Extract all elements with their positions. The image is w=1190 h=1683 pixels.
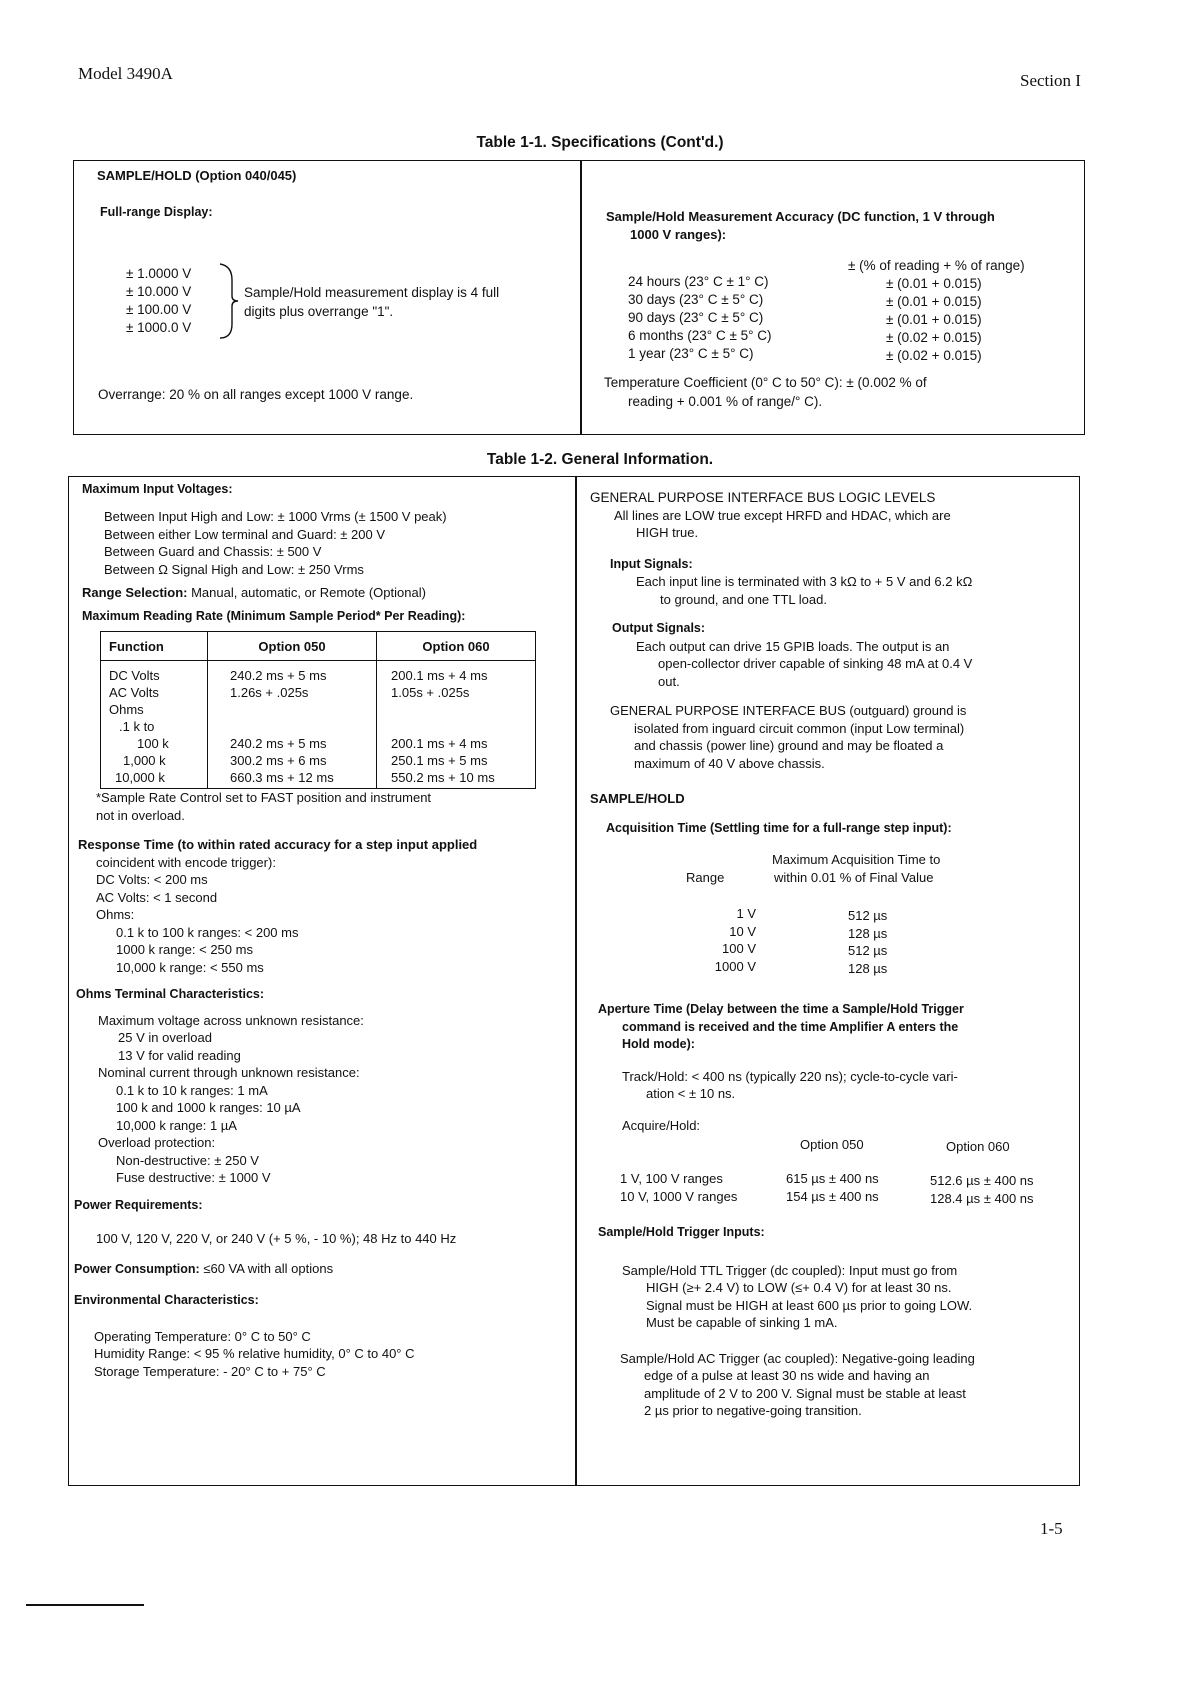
track-hold-text: ation < ± 10 ns. (646, 1086, 736, 1101)
acq-range: 100 V (722, 941, 756, 956)
sample-hold-title: SAMPLE/HOLD (Option 040/045) (97, 168, 297, 183)
ac-trigger-text: edge of a pulse at least 30 ns wide and having an (644, 1368, 930, 1383)
tempco-text: Temperature Coefficient (0° C to 50° C): ± (0.002 % of (604, 375, 927, 390)
ttl-trigger-text: HIGH (≥+ 2.4 V) to LOW (≤+ 0.4 V) for at least 30 ns. (646, 1280, 952, 1295)
max-input-line: Between either Low terminal and Guard: ± 200 V (104, 526, 386, 542)
rate-function: .1 k to (119, 719, 155, 734)
ohms-item: 25 V in overload (118, 1030, 212, 1045)
acq-col-header: Range (686, 870, 725, 885)
max-input-line: Between Guard and Chassis: ± 500 V (104, 544, 322, 559)
rate-table (100, 631, 536, 789)
acquire-hold-table (590, 1134, 1070, 1206)
range-selection-label: Range Selection: (82, 585, 188, 600)
response-ohms: 0.1 k to 100 k ranges: < 200 ms (116, 924, 299, 940)
general-info-left (74, 480, 567, 1380)
power-req-value: 100 V, 120 V, 220 V, or 240 V (+ 5 %, - 10 %); 48 Hz to 440 Hz (96, 1231, 457, 1246)
acq-table (590, 851, 1070, 1001)
display-values (126, 265, 191, 337)
acq-time: 128 µs (848, 960, 888, 976)
acquire-hold-range: 1 V, 100 V ranges (620, 1171, 723, 1186)
ttl-trigger-text: Must be capable of sinking 1 mA. (646, 1315, 838, 1330)
rate-function: 10,000 k (115, 770, 165, 785)
bus-text: isolated from inguard circuit common (input Low terminal) (634, 720, 965, 736)
accuracy-period: 90 days (23° C ± 5° C) (628, 310, 764, 325)
rate-function: Ohms (109, 702, 144, 717)
input-signals-text: Each input line is terminated with 3 kΩ to + 5 V and 6.2 kΩ (636, 574, 973, 589)
rate-function: AC Volts (109, 685, 159, 700)
acquire-hold-header: Option 050 (800, 1137, 864, 1152)
response-ohms: 1000 k range: < 250 ms (116, 942, 253, 957)
track-hold-text: Track/Hold: < 400 ns (typically 220 ns); cycle-to-cycle vari- (622, 1068, 958, 1084)
max-input-title: Maximum Input Voltages: (82, 482, 233, 496)
ohms-max-v: Maximum voltage across unknown resistance: (98, 1012, 364, 1028)
max-input-line: Between Ω Signal High and Low: ± 250 Vrms (104, 561, 364, 577)
page-number: 1-5 (1040, 1519, 1063, 1538)
gpib-text: All lines are LOW true except HRFD and HDAC, which are (614, 507, 951, 523)
bus-text: maximum of 40 V above chassis. (634, 755, 825, 771)
trigger-inputs-title: Sample/Hold Trigger Inputs: (598, 1225, 765, 1239)
rate-note: not in overload. (96, 807, 185, 823)
output-signals-title: Output Signals: (612, 621, 706, 635)
display-note: Sample/Hold measurement display is 4 full (244, 285, 500, 300)
model-label: Model 3490A (78, 64, 173, 83)
range-selection-value: Manual, automatic, or Remote (Optional) (191, 585, 426, 600)
rate-table-header: Option 060 (377, 632, 536, 661)
rate-opt050 (208, 661, 377, 789)
ohms-title: Ohms Terminal Characteristics: (76, 987, 265, 1001)
aperture-title: Aperture Time (Delay between the time a Sample/Hold Trigger (598, 1002, 964, 1016)
env-line: Operating Temperature: 0° C to 50° C (94, 1328, 311, 1344)
response-line: AC Volts: < 1 second (96, 889, 218, 905)
acquire-hold-value: 512.6 µs ± 400 ns (930, 1173, 1034, 1188)
power-req-title: Power Requirements: (74, 1197, 203, 1212)
rate-functions (101, 661, 208, 789)
rate-table-header: Function (101, 632, 208, 661)
max-input-line: Between Input High and Low: ± 1000 Vrms (± 1500 V peak) (104, 509, 447, 524)
acquire-hold-value: 615 µs ± 400 ns (786, 1171, 879, 1186)
rate-value: 660.3 ms + 12 ms (230, 770, 334, 785)
accuracy-value: ± (0.01 + 0.015) (886, 276, 982, 291)
rate-function: DC Volts (109, 668, 160, 683)
accuracy-period: 6 months (23° C ± 5° C) (628, 328, 772, 343)
output-signals-text: open-collector driver capable of sinking 48 mA at 0.4 V (658, 656, 973, 671)
table-divider (580, 160, 582, 435)
accuracy-title: 1000 V ranges): (630, 227, 727, 242)
ac-trigger-text: Sample/Hold AC Trigger (ac coupled): Negative-going leading (620, 1350, 975, 1366)
max-rate-title: Maximum Reading Rate (Minimum Sample Period* Per Reading): (82, 608, 466, 623)
acq-col-header: Maximum Acquisition Time to (772, 852, 941, 867)
response-line: Ohms: (96, 907, 135, 922)
rate-value: 240.2 ms + 5 ms (230, 668, 327, 683)
table-1-2-caption: Table 1-2. General Information. (486, 451, 714, 468)
response-title: Response Time (to within rated accuracy for a step input applied (78, 837, 478, 852)
acq-col-header: within 0.01 % of Final Value (774, 870, 934, 885)
power-cons-label: Power Consumption: (74, 1261, 200, 1276)
response-line: DC Volts: < 200 ms (96, 872, 208, 887)
ohms-item: Fuse destructive: ± 1000 V (116, 1170, 271, 1185)
display-value: ± 10.000 V (126, 284, 192, 299)
table-divider (575, 476, 577, 1486)
ohms-item: 10,000 k range: 1 µA (116, 1117, 237, 1133)
gpib-title: GENERAL PURPOSE INTERFACE BUS LOGIC LEVELS (590, 490, 936, 505)
accuracy-period: 30 days (23° C ± 5° C) (628, 292, 764, 307)
display-value: ± 1.0000 V (126, 266, 192, 281)
rate-value: 1.26s + .025s (230, 685, 309, 700)
accuracy-value: ± (0.02 + 0.015) (886, 348, 982, 363)
rate-value: 200.1 ms + 4 ms (391, 736, 488, 751)
ttl-trigger-text: Sample/Hold TTL Trigger (dc coupled): Input must go from (622, 1262, 958, 1278)
bus-text: GENERAL PURPOSE INTERFACE BUS (outguard) ground is (610, 703, 967, 718)
rate-value: 300.2 ms + 6 ms (230, 753, 327, 768)
acq-time: 512 µs (848, 908, 888, 923)
rate-table-header: Option 050 (208, 632, 377, 661)
rate-value: 550.2 ms + 10 ms (391, 770, 495, 785)
general-info-right (590, 489, 1070, 1420)
accuracy-period: 1 year (23° C ± 5° C) (628, 346, 754, 361)
response-title: coincident with encode trigger): (96, 854, 276, 870)
ac-trigger-text: 2 µs prior to negative-going transition. (644, 1403, 862, 1418)
rate-value: 240.2 ms + 5 ms (230, 736, 327, 751)
acq-time: 128 µs (848, 925, 888, 941)
bus-text: and chassis (power line) ground and may be floated a (634, 738, 944, 753)
aperture-title: command is received and the time Amplifier A enters the (622, 1019, 959, 1034)
accuracy-periods (628, 273, 772, 363)
acq-time: 512 µs (848, 943, 888, 958)
overrange-text: Overrange: 20 % on all ranges except 1000 V range. (98, 387, 414, 402)
accuracy-value: ± (0.01 + 0.015) (886, 294, 982, 309)
acquire-hold-header: Option 060 (946, 1139, 1010, 1154)
acquire-hold-label: Acquire/Hold: (622, 1117, 701, 1133)
acq-range: 10 V (729, 923, 756, 939)
env-line: Humidity Range: < 95 % relative humidity, 0° C to 40° C (94, 1346, 415, 1361)
acquire-hold-value: 154 µs ± 400 ns (786, 1189, 879, 1204)
accuracy-col-header: ± (% of reading + % of range) (848, 258, 1025, 273)
rate-opt060 (377, 661, 536, 789)
ohms-item: 0.1 k to 10 k ranges: 1 mA (116, 1082, 268, 1098)
section-label: Section I (1020, 71, 1081, 90)
aperture-title: Hold mode): (622, 1037, 695, 1051)
acquire-hold-value: 128.4 µs ± 400 ns (930, 1191, 1034, 1206)
accuracy-value: ± (0.02 + 0.015) (886, 330, 982, 345)
rate-value: 200.1 ms + 4 ms (391, 668, 488, 683)
acq-range: 1 V (736, 906, 756, 921)
env-line: Storage Temperature: - 20° C to + 75° C (94, 1363, 326, 1379)
rate-value: 250.1 ms + 5 ms (391, 753, 488, 768)
accuracy-value: ± (0.01 + 0.015) (886, 312, 982, 327)
response-ohms: 10,000 k range: < 550 ms (116, 959, 264, 975)
rate-function: 100 k (137, 736, 169, 751)
footer-rule (26, 1604, 144, 1606)
input-signals-text: to ground, and one TTL load. (660, 591, 827, 607)
ohms-current: Nominal current through unknown resistance: (98, 1065, 360, 1080)
output-signals-text: Each output can drive 15 GPIB loads. The output is an (636, 638, 950, 654)
display-value: ± 1000.0 V (126, 320, 192, 335)
full-range-display-label: Full-range Display: (100, 205, 213, 219)
input-signals-title: Input Signals: (610, 556, 693, 571)
table-1-1-caption: Table 1-1. Specifications (Cont'd.) (476, 134, 724, 151)
power-cons-value: ≤60 VA with all options (203, 1260, 334, 1276)
ttl-trigger-text: Signal must be HIGH at least 600 µs prior to going LOW. (646, 1297, 973, 1313)
ohms-item: 100 k and 1000 k ranges: 10 µA (116, 1100, 301, 1115)
brace-icon (218, 262, 240, 340)
sample-hold-heading: SAMPLE/HOLD (590, 791, 685, 806)
display-note: digits plus overrange "1". (244, 304, 394, 319)
accuracy-values (886, 275, 982, 365)
rate-value: 1.05s + .025s (391, 685, 470, 700)
acquire-hold-range: 10 V, 1000 V ranges (620, 1189, 738, 1204)
acq-title: Acquisition Time (Settling time for a full-range step input): (606, 820, 952, 835)
output-signals-text: out. (658, 673, 680, 689)
env-title: Environmental Characteristics: (74, 1293, 259, 1307)
ohms-item: 13 V for valid reading (118, 1047, 241, 1063)
ac-trigger-text: amplitude of 2 V to 200 V. Signal must be stable at least (644, 1385, 966, 1401)
rate-function: 1,000 k (123, 753, 166, 768)
display-value: ± 100.00 V (126, 302, 192, 317)
ohms-overload: Overload protection: (98, 1135, 216, 1150)
acq-range: 1000 V (714, 958, 756, 974)
tempco-text: reading + 0.001 % of range/° C). (628, 394, 823, 409)
rate-note: *Sample Rate Control set to FAST position and instrument (96, 790, 432, 805)
accuracy-title: Sample/Hold Measurement Accuracy (DC function, 1 V through (606, 209, 995, 224)
accuracy-period: 24 hours (23° C ± 1° C) (628, 274, 769, 289)
ohms-item: Non-destructive: ± 250 V (116, 1152, 259, 1168)
gpib-text: HIGH true. (636, 525, 699, 540)
